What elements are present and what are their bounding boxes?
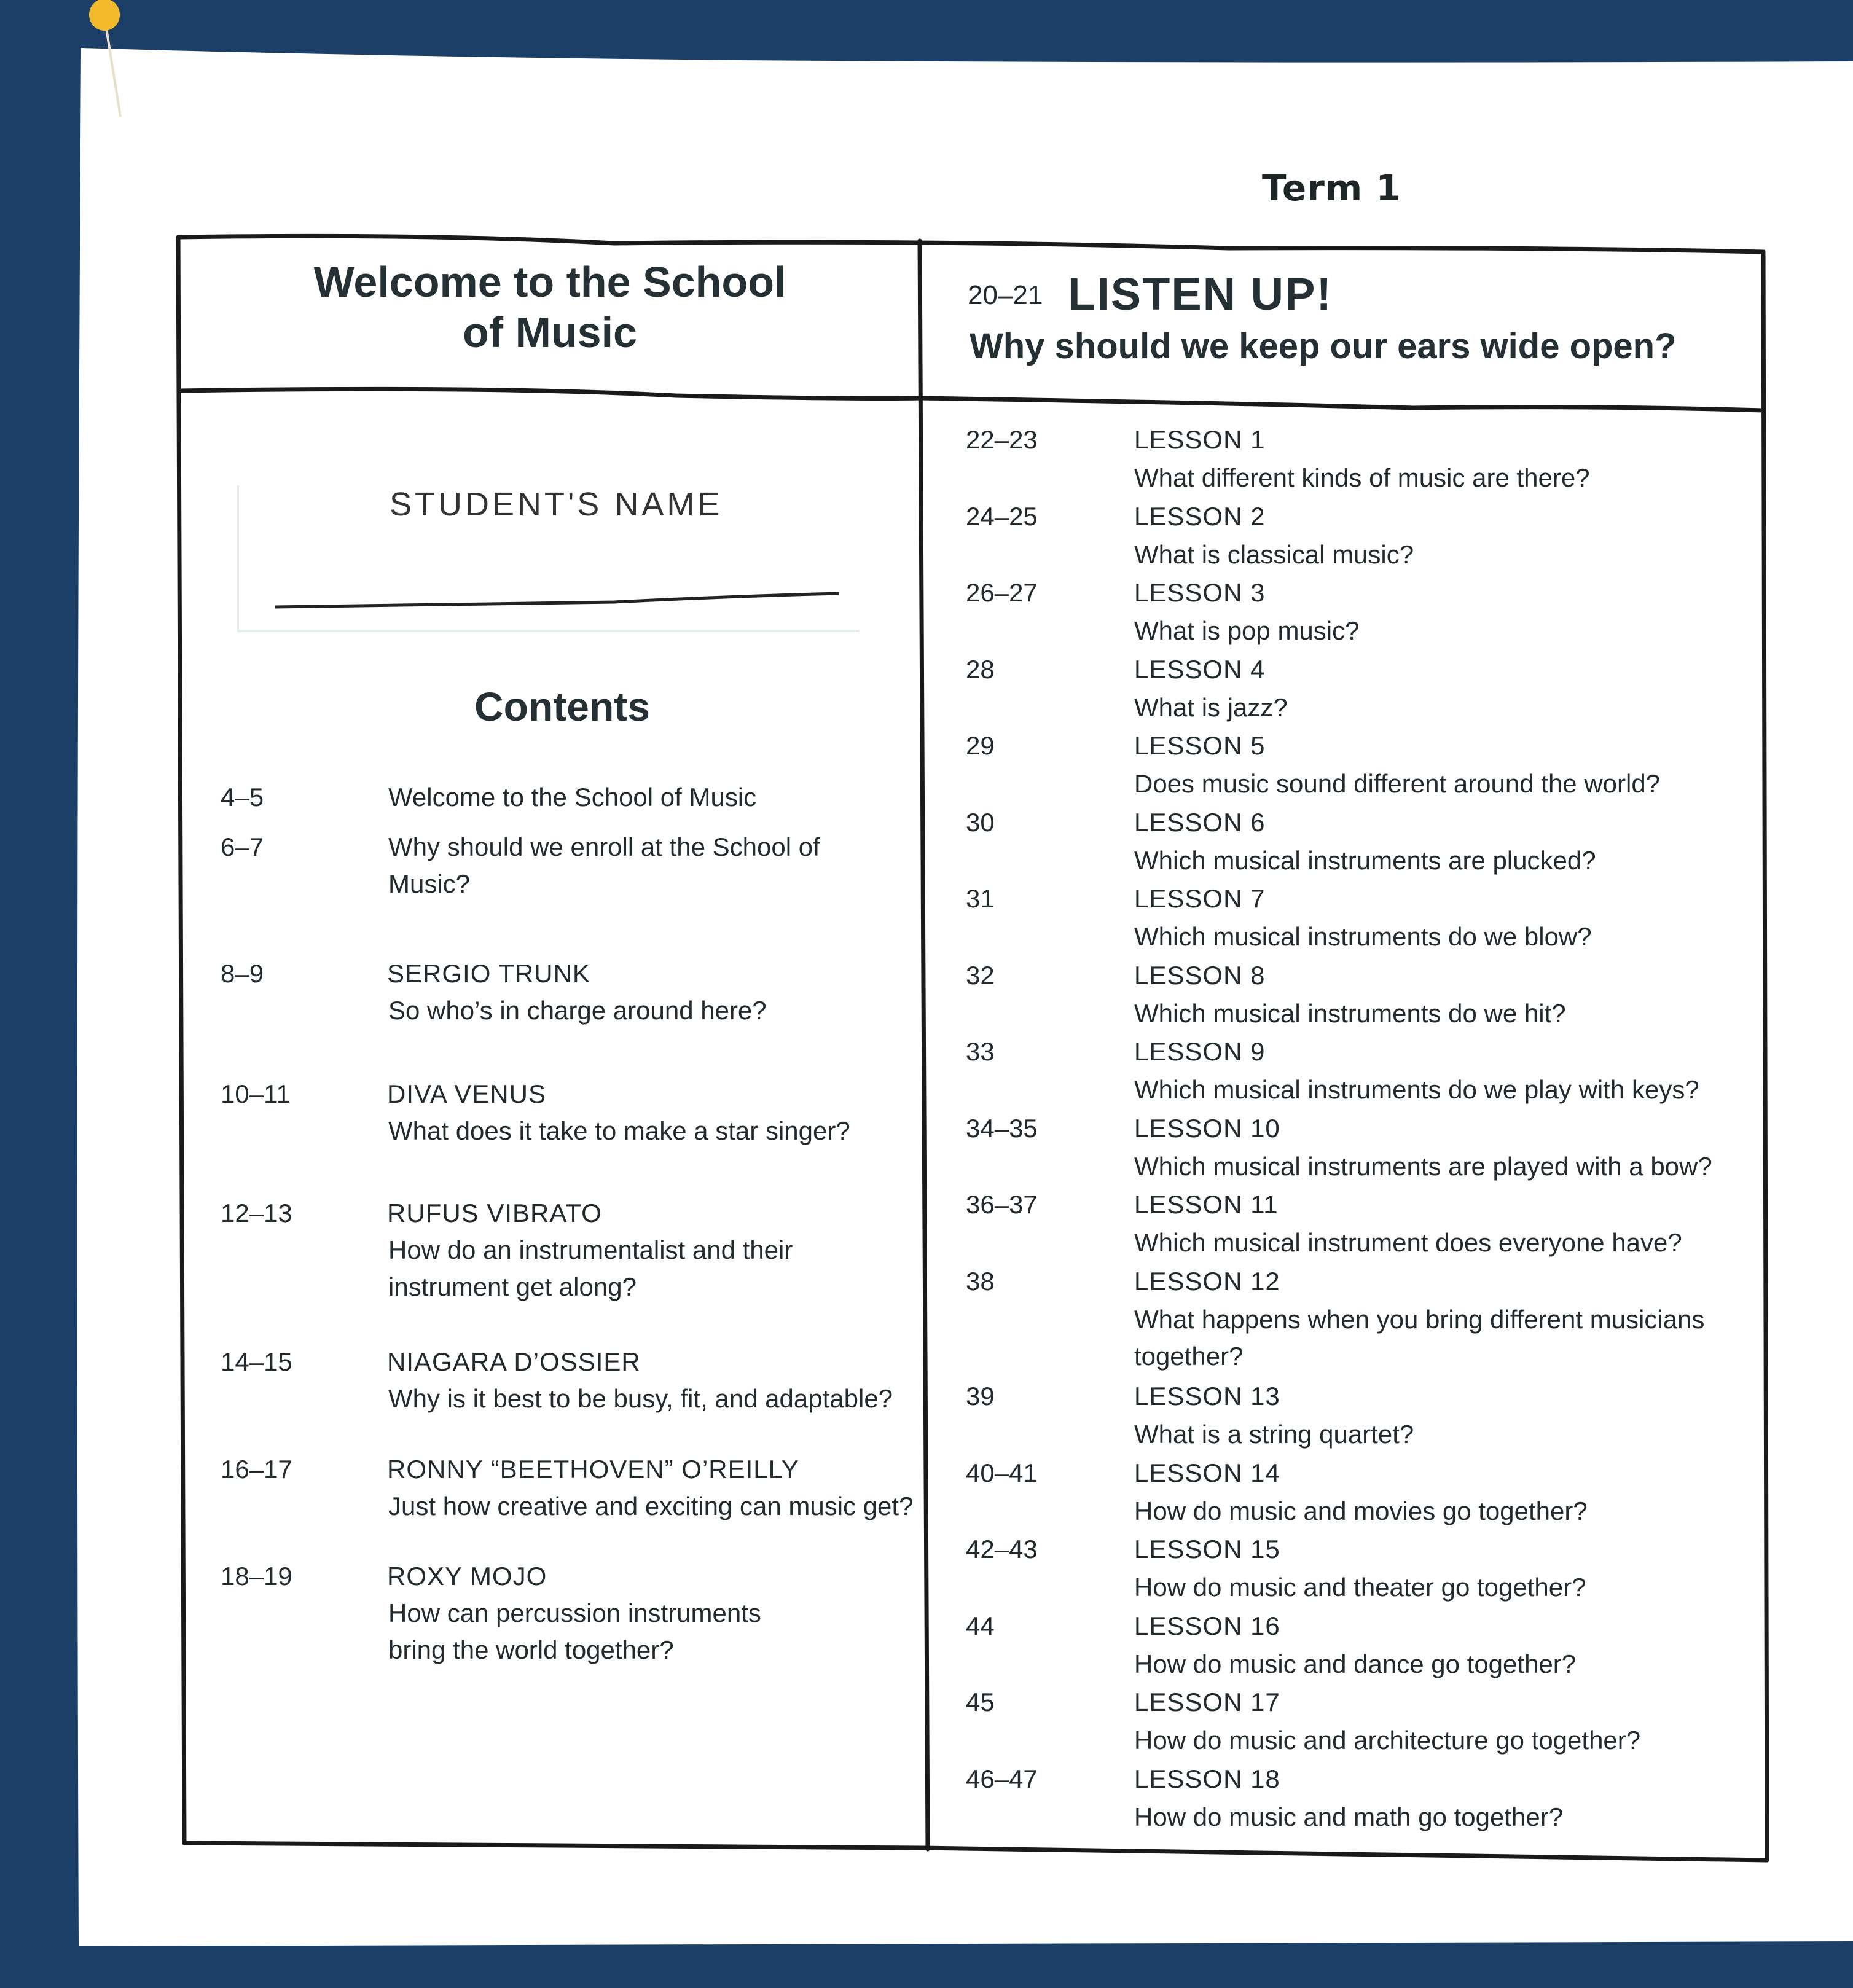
lesson-question: What is a string quartet? <box>1134 1420 1414 1449</box>
entry-pages: 4–5 <box>221 783 264 812</box>
lesson-label: LESSON 13 <box>1134 1382 1280 1411</box>
lesson-label: LESSON 1 <box>1134 425 1266 454</box>
lesson-pages: 33 <box>966 1037 995 1066</box>
lesson-pages: 45 <box>966 1688 995 1716</box>
lesson-question: Does music sound different around the world? <box>1134 769 1661 798</box>
lesson-question: What is pop music? <box>1134 616 1360 645</box>
lesson-question: Which musical instruments are plucked? <box>1134 845 1596 875</box>
entry-description: How can percussion instruments bring the world together? <box>388 1599 761 1664</box>
entry-pages: 10–11 <box>221 1079 291 1108</box>
lesson-question: How do music and theater go together? <box>1134 1573 1586 1602</box>
entry-title: NIAGARA D’OSSIER <box>387 1347 641 1376</box>
unit-subtitle: Why should we keep our ears wide open? <box>970 326 1677 366</box>
lesson-label: LESSON 7 <box>1134 884 1266 913</box>
entry-pages: 18–19 <box>221 1562 292 1591</box>
lesson-question: How do music and dance go together? <box>1134 1649 1577 1678</box>
lesson-pages: 40–41 <box>966 1458 1038 1487</box>
lesson-question: Which musical instruments do we blow? <box>1134 922 1592 951</box>
lesson-question: What is classical music? <box>1134 539 1414 569</box>
entry-description: Just how creative and exciting can music get? <box>388 1492 914 1520</box>
lesson-label: LESSON 5 <box>1134 731 1266 760</box>
term-label: Term 1 <box>1262 167 1401 209</box>
entry-pages: 8–9 <box>221 959 264 988</box>
pin-head-icon <box>89 0 120 31</box>
lesson-pages: 28 <box>966 654 995 684</box>
entry-description: Why is it best to be busy, fit, and adaptable? <box>388 1384 893 1413</box>
lesson-label: LESSON 15 <box>1134 1535 1280 1563</box>
lesson-pages: 34–35 <box>966 1113 1038 1143</box>
unit-title: LISTEN UP! <box>1068 268 1333 319</box>
welcome-title: Welcome to the School of Music <box>313 258 786 356</box>
lesson-pages: 22–23 <box>966 425 1038 454</box>
entry-title: SERGIO TRUNK <box>387 959 590 988</box>
lesson-label: LESSON 3 <box>1134 578 1266 607</box>
lesson-pages: 39 <box>966 1382 995 1411</box>
entry-pages: 14–15 <box>221 1347 292 1376</box>
entry-description: How do an instrumentalist and their instrument get along? <box>388 1235 793 1301</box>
lesson-label: LESSON 11 <box>1134 1190 1279 1219</box>
lesson-pages: 29 <box>966 731 995 760</box>
lesson-question: Which musical instruments do we hit? <box>1134 998 1566 1028</box>
lesson-question: Which musical instrument does everyone have? <box>1134 1228 1682 1257</box>
entry-pages: 12–13 <box>221 1199 292 1227</box>
lesson-label: LESSON 18 <box>1134 1764 1280 1793</box>
lesson-question: Which musical instruments are played with a bow? <box>1134 1151 1712 1181</box>
lesson-question: What is jazz? <box>1134 692 1288 722</box>
lesson-question: What different kinds of music are there? <box>1134 463 1590 492</box>
entry-title: RONNY “BEETHOVEN” O’REILLY <box>387 1455 799 1484</box>
entry-description: What does it take to make a star singer? <box>388 1116 850 1145</box>
lesson-label: LESSON 17 <box>1134 1688 1280 1716</box>
lesson-pages: 31 <box>966 884 995 913</box>
entry-title: RUFUS VIBRATO <box>387 1199 602 1227</box>
entry-description: So who’s in charge around here? <box>388 996 767 1025</box>
student-name-label: STUDENT'S NAME <box>390 486 723 523</box>
contents-heading: Contents <box>474 684 650 729</box>
entry-title: ROXY MOJO <box>387 1562 547 1591</box>
lesson-question: How do music and architecture go together? <box>1134 1726 1641 1755</box>
lesson-question: Which musical instruments do we play with keys? <box>1134 1075 1699 1104</box>
lesson-label: LESSON 6 <box>1134 807 1266 837</box>
lesson-pages: 42–43 <box>966 1535 1038 1563</box>
lesson-label: LESSON 4 <box>1134 654 1266 684</box>
lesson-pages: 32 <box>966 960 995 990</box>
entry-description: Why should we enroll at the School of Music? <box>388 832 820 898</box>
lesson-label: LESSON 12 <box>1134 1266 1280 1296</box>
lesson-question: What happens when you bring different musicians together? <box>1134 1304 1705 1371</box>
lesson-pages: 38 <box>966 1266 995 1296</box>
entry-pages: 16–17 <box>221 1455 292 1484</box>
lesson-question: How do music and movies go together? <box>1134 1496 1588 1525</box>
lesson-label: LESSON 10 <box>1134 1113 1280 1143</box>
entry-pages: 6–7 <box>221 832 264 861</box>
lesson-label: LESSON 14 <box>1134 1458 1280 1487</box>
entry-title: DIVA VENUS <box>387 1079 546 1108</box>
lesson-pages: 26–27 <box>966 578 1038 607</box>
entry-description: Welcome to the School of Music <box>388 783 757 812</box>
unit-pages: 20–21 <box>968 280 1043 310</box>
lesson-pages: 46–47 <box>966 1764 1038 1793</box>
lesson-label: LESSON 9 <box>1134 1037 1266 1066</box>
lesson-label: LESSON 8 <box>1134 960 1266 990</box>
lesson-label: LESSON 2 <box>1134 501 1266 531</box>
lesson-label: LESSON 16 <box>1134 1611 1280 1640</box>
lesson-question: How do music and math go together? <box>1134 1802 1564 1831</box>
lesson-pages: 44 <box>966 1611 995 1640</box>
lesson-pages: 36–37 <box>966 1190 1038 1219</box>
lesson-pages: 30 <box>966 807 995 837</box>
lesson-pages: 24–25 <box>966 501 1038 531</box>
